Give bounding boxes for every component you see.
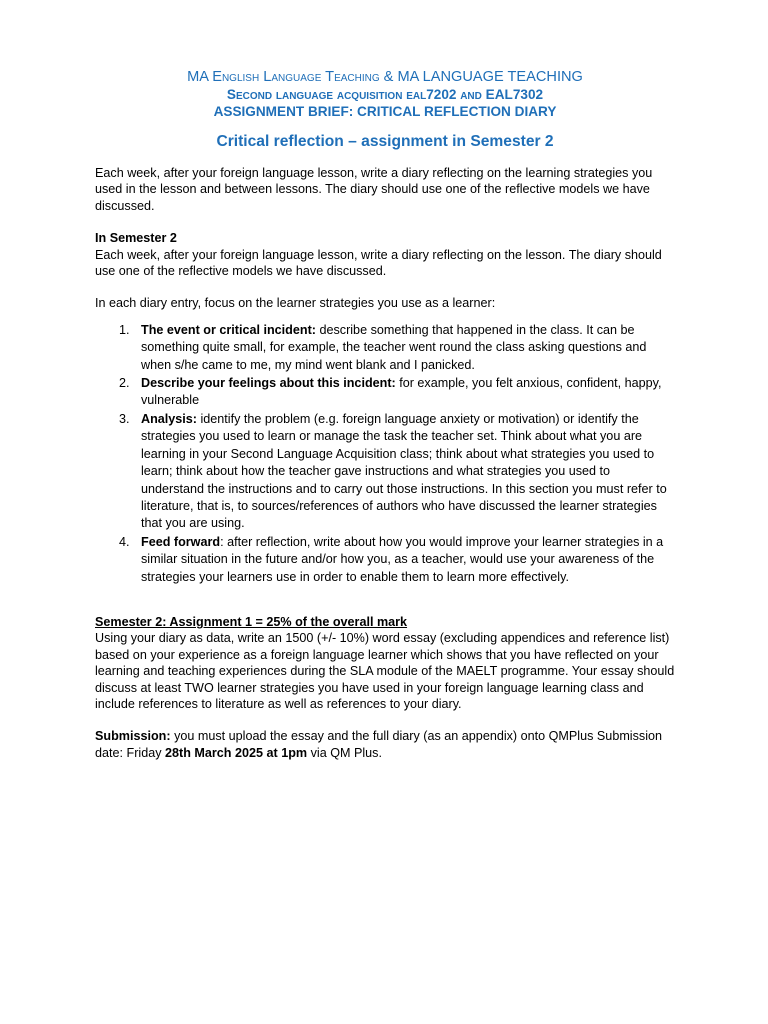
submission-label: Submission:: [95, 729, 171, 744]
step-label: The event or critical incident:: [141, 322, 316, 337]
assignment-heading: Semester 2: Assignment 1 = 25% of the overall mark: [95, 614, 408, 629]
step-label: Analysis:: [141, 411, 197, 426]
document-header: [95, 68, 675, 152]
focus-intro: In each diary entry, focus on the learner strategies you use as a learner:: [95, 296, 496, 311]
step-label: Feed forward: [141, 534, 221, 549]
assignment-body: Using your diary as data, write an 1500 (+/- 10%) word essay (excluding appendices and reference list) based on your experience as a foreign language learner which shows that you have reflected on your learning and teaching experiences during the SLA module of the MAELT programme. Your essay should discuss at least TWO learner strategies you have used in your foreign language learning class and include references to literature as well as references to your diary.: [95, 631, 675, 711]
list-item: [119, 411, 675, 533]
step-text: identify the problem (e.g. foreign language anxiety or motivation) or identify the strategies you used to learn or manage the task the teacher set. Think about what you are learning in your Second Language Acquisition class; think about what strategies you used to learn; think about how the teacher gave instructions and what strategies you used to understand the instructions and to carry out those instructions. In this section you must refer to literature, that is, to sources/references of authors who have discussed the learner strategies that you are using.: [141, 411, 667, 531]
intro-paragraph: Each week, after your foreign language lesson, write a diary reflecting on the learning strategies you used in the lesson and between lessons. The diary should use one of the reflective models we have discussed.: [95, 166, 653, 213]
document-page: [95, 68, 675, 761]
semester-section: [95, 230, 675, 279]
submission-text-end: via QM Plus.: [307, 745, 382, 760]
semester-body: Each week, after your foreign language lesson, write a diary reflecting on the lesson. The diary should use one of the reflective models we have discussed.: [95, 247, 662, 279]
list-number: 4.: [119, 534, 130, 549]
module-title: Second language acquisition eal7202 and EAL7302: [226, 87, 544, 102]
list-number: 3.: [119, 411, 130, 426]
list-item: [119, 375, 675, 410]
list-number: 1.: [119, 322, 130, 337]
submission-text: you must upload the essay and the full diary (as an appendix) onto QMPlus Submission date: Friday: [95, 729, 663, 760]
step-text: for example, you felt anxious, confident, happy, vulnerable: [141, 376, 662, 408]
programme-title: MA English Language Teaching & MA LANGUAGE TEACHING: [187, 69, 583, 85]
submission-section: [95, 728, 675, 761]
submission-date: 28th March 2025 at 1pm: [165, 745, 308, 760]
brief-title: ASSIGNMENT BRIEF: CRITICAL REFLECTION DIARY: [213, 104, 557, 119]
list-number: 2.: [119, 376, 130, 391]
semester-heading: In Semester 2: [95, 231, 177, 246]
step-text: : after reflection, write about how you would improve your learner strategies in a similar situation in the future and/or how you, as a teacher, would use your awareness of the strategies your learners use in order to enable them to learn more effectively.: [141, 534, 664, 584]
list-item: [119, 534, 675, 586]
step-label: Describe your feelings about this incident:: [141, 376, 396, 391]
list-item: [119, 322, 675, 374]
reflection-steps-list: [95, 322, 675, 586]
step-text: describe something that happened in the class. It can be something quite small, for example, the teacher went round the class asking questions and when s/he came to me, my mind went blank and I panicked.: [141, 322, 647, 372]
page-title: Critical reflection – assignment in Semester 2: [216, 133, 554, 150]
assignment-section: [95, 614, 675, 712]
